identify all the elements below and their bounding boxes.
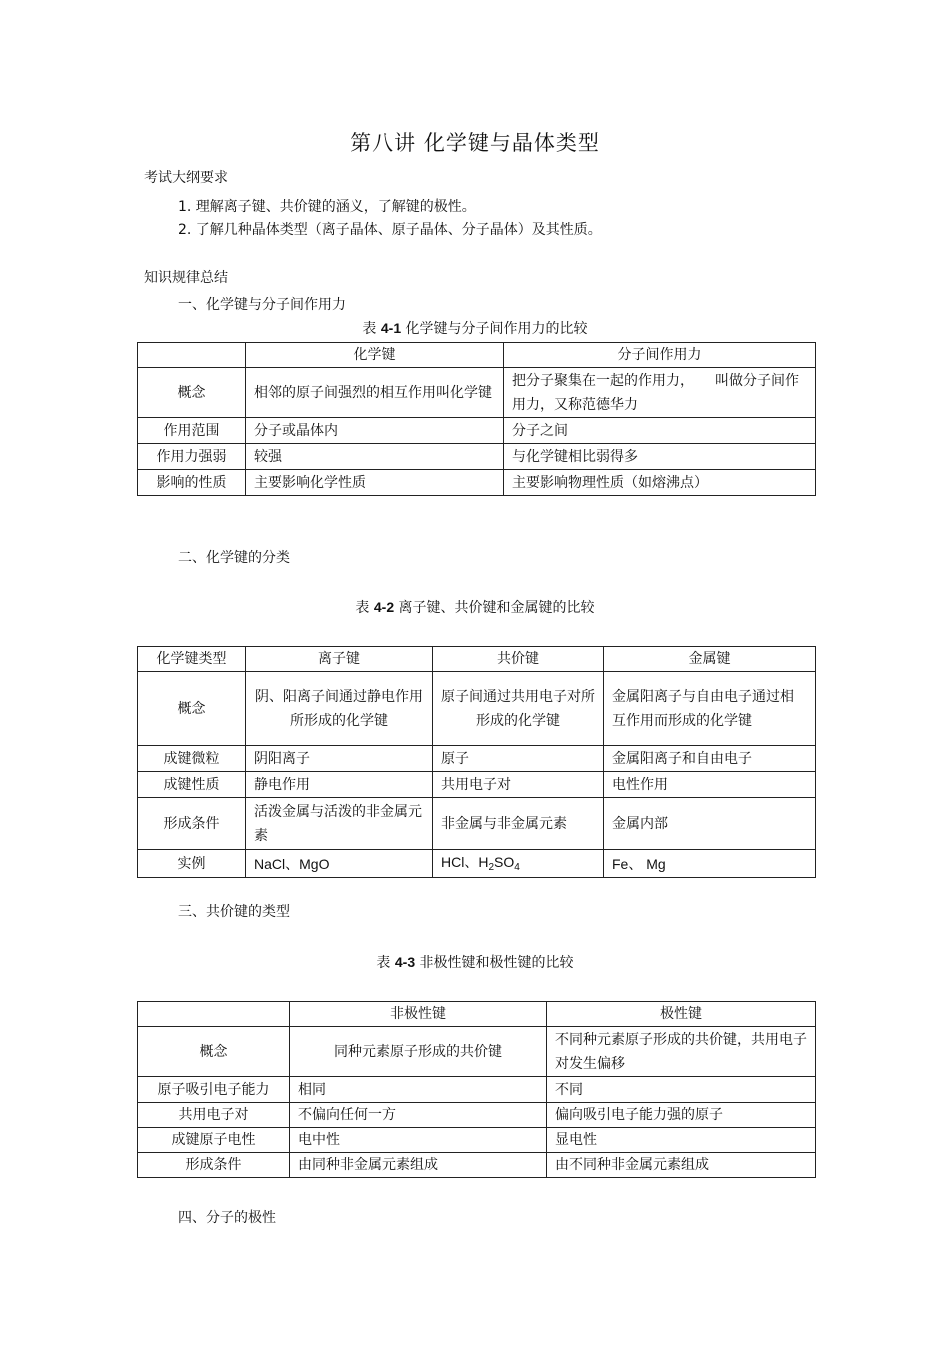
table-row [138,444,816,470]
table-header-cell [138,1002,290,1027]
table-cell: 不同 [547,1077,816,1103]
table-cell: 较强 [246,444,504,470]
row-label: 影响的性质 [138,470,246,496]
table-header-cell: 离子键 [246,647,433,672]
exam-item-2: 2. 了解几种晶体类型（离子晶体、原子晶体、分子晶体）及其性质。 [178,222,602,238]
table-row [138,647,816,672]
table-bond-vs-intermolecular [137,342,816,496]
table-cell: 静电作用 [246,772,433,798]
table-cell: 主要影响物理性质（如熔沸点） [504,470,816,496]
row-label: 形成条件 [138,1153,290,1178]
row-label: 作用范围 [138,418,246,444]
row-label: 成键性质 [138,772,246,798]
table2-caption [0,597,950,618]
table-header-cell: 极性键 [547,1002,816,1027]
table-cell: 非金属与非金属元素 [433,798,604,850]
formula-subscript: 2 [488,862,495,873]
table-cell: 显电性 [547,1128,816,1153]
row-label: 形成条件 [138,798,246,850]
table3-caption-text: 非极性键和极性键的比较 [415,955,574,971]
row-label: 成键原子电性 [138,1128,290,1153]
section1-heading: 一、化学键与分子间作用力 [178,297,346,313]
table-cell: 分子之间 [504,418,816,444]
table3-caption-prefix: 表 [376,955,395,971]
table-polar-vs-nonpolar [137,1001,816,1178]
table-row [138,850,816,878]
table-row [138,368,816,418]
formula-subscript: 4 [514,862,520,873]
page-title: 第八讲 化学键与晶体类型 [350,131,600,155]
row-label: 实例 [138,850,246,878]
table-cell: 相同 [290,1077,547,1103]
table-cell-example-covalent [433,850,604,878]
table3-caption [0,952,950,973]
table-header-cell: 分子间作用力 [504,343,816,368]
table-row [138,772,816,798]
table-cell: 由同种非金属元素组成 [290,1153,547,1178]
row-label: 概念 [138,1027,290,1077]
table-cell: 金属内部 [604,798,816,850]
exam-item-1: 1. 理解离子键、共价键的涵义，了解键的极性。 [178,199,476,215]
table-row [138,746,816,772]
knowledge-heading: 知识规律总结 [144,270,228,286]
table-cell: 阴、阳离子间通过静电作用所形成的化学键 [246,672,433,746]
table-cell: 阴阳离子 [246,746,433,772]
row-label: 原子吸引电子能力 [138,1077,290,1103]
table-header-cell: 非极性键 [290,1002,547,1027]
formula-part: HCl、H [441,854,489,870]
table-cell: 偏向吸引电子能力强的原子 [547,1103,816,1128]
table2-caption-number: 4-2 [373,599,395,615]
table-cell: 电中性 [290,1128,547,1153]
table-cell: 原子间通过共用电子对所形成的化学键 [433,672,604,746]
table-cell: 相邻的原子间强烈的相互作用叫化学键 [246,368,504,418]
row-label: 概念 [138,672,246,746]
table-row [138,470,816,496]
table-header-cell [138,343,246,368]
section2-heading: 二、化学键的分类 [178,550,290,566]
table-cell: 由不同种非金属元素组成 [547,1153,816,1178]
section3-heading: 三、共价键的类型 [178,904,290,920]
table-row [138,1153,816,1178]
table-cell: 与化学键相比弱得多 [504,444,816,470]
table3-caption-number: 4-3 [394,954,416,970]
table-row [138,1128,816,1153]
table-cell: 不同种元素原子形成的共价键，共用电子对发生偏移 [547,1027,816,1077]
table-cell-example-metal: Fe、 Mg [604,850,816,878]
section4-heading: 四、分子的极性 [178,1210,276,1226]
table-row [138,343,816,368]
table-header-cell: 共价键 [433,647,604,672]
table-row [138,1077,816,1103]
row-label: 概念 [138,368,246,418]
table-cell: 共用电子对 [433,772,604,798]
table1-caption-number: 4-1 [380,320,402,336]
table-cell: 把分子聚集在一起的作用力， 叫做分子间作用力，又称范德华力 [504,368,816,418]
table-header-cell: 金属键 [604,647,816,672]
table-row [138,1027,816,1077]
table-header-cell: 化学键类型 [138,647,246,672]
table-cell: 金属阳离子和自由电子 [604,746,816,772]
table2-caption-text: 离子键、共价键和金属键的比较 [394,600,595,616]
table-cell-example-ionic: NaCl、MgO [246,850,433,878]
table-row [138,1002,816,1027]
table-cell: 分子或晶体内 [246,418,504,444]
table1-caption-text: 化学键与分子间作用力的比较 [401,321,588,337]
table-row [138,672,816,746]
row-label: 共用电子对 [138,1103,290,1128]
formula-part: SO [494,854,515,870]
table-cell: 原子 [433,746,604,772]
table-cell: 金属阳离子与自由电子通过相互作用而形成的化学键 [604,672,816,746]
table-header-cell: 化学键 [246,343,504,368]
table1-caption [0,318,950,339]
table2-caption-prefix: 表 [355,600,374,616]
table-cell: 电性作用 [604,772,816,798]
table1-caption-prefix: 表 [362,321,381,337]
table-row [138,798,816,850]
exam-heading: 考试大纲要求 [144,170,228,186]
table-bond-types [137,646,816,878]
table-row [138,418,816,444]
row-label: 作用力强弱 [138,444,246,470]
row-label: 成键微粒 [138,746,246,772]
table-row [138,1103,816,1128]
table-cell: 同种元素原子形成的共价键 [290,1027,547,1077]
table-cell: 主要影响化学性质 [246,470,504,496]
table-cell: 活泼金属与活泼的非金属元素 [246,798,433,850]
table-cell: 不偏向任何一方 [290,1103,547,1128]
